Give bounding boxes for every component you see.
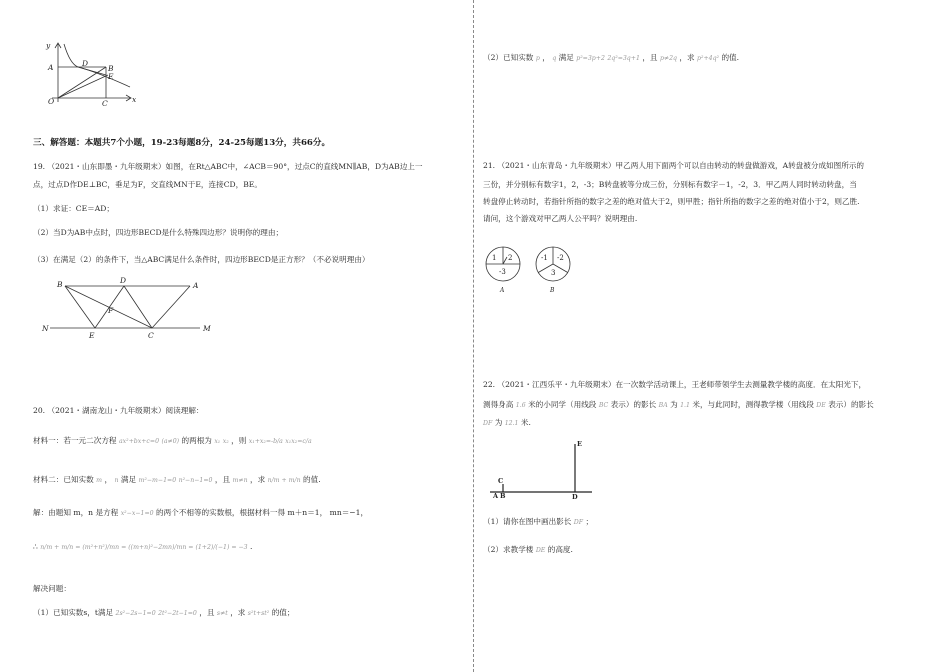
formula: p²+4q²	[697, 55, 720, 62]
label-c: C	[148, 331, 154, 340]
label-y: y	[46, 41, 51, 50]
spinner-b-value: 3	[551, 269, 556, 277]
label-b: B	[108, 64, 114, 73]
formula: DE	[535, 547, 546, 554]
q19-part3: （3）在满足（2）的条件下，当△ABC满足什么条件时，四边形BECD是正方形？（不必说明理由）	[33, 255, 370, 264]
label-n: N	[42, 324, 49, 333]
spinner-a-value: 1	[492, 254, 497, 262]
label-a: A	[193, 281, 199, 290]
formula: ax²+bx+c=0	[118, 438, 160, 445]
q20-title: 20. （2021・湖南龙山・九年级期末）阅读理解：	[33, 406, 204, 415]
formula: m≠n	[232, 477, 248, 484]
formula: x²−x−1=0	[120, 510, 154, 517]
formula: q	[552, 55, 557, 62]
spinner-figure	[483, 240, 573, 298]
formula: m	[96, 477, 103, 484]
label-c: C	[102, 99, 108, 108]
curve	[64, 44, 130, 87]
formula: s²t+st²	[247, 610, 270, 617]
q20-solve-heading: 解决问题：	[33, 584, 71, 593]
formula: (a≠0)	[161, 438, 180, 445]
q19-part2: （2）当D为AB中点时，四边形BECD是什么特殊四边形？说明你的理由；	[33, 228, 284, 237]
segment-oe	[58, 75, 108, 98]
formula: n/m + m/n = (m²+n²)/mn = ((m+n)²−2mn)/mn = (1+2)/(−1) = −3	[40, 544, 248, 551]
segment-dc	[124, 286, 152, 328]
q22-line2: 测得身高 1.6 米的小同学（用线段 BC 表示）的影长 BA 为 1.1 米，与此同时，测得教学楼（用线段 DE 表示）的影长	[483, 400, 874, 409]
formula: BA	[658, 402, 668, 409]
formula: 2t²−2t−1=0	[158, 610, 197, 617]
spinner-a-value: -3	[499, 268, 506, 276]
formula: n/m + m/n	[267, 477, 301, 484]
formula: DF	[573, 519, 584, 526]
formula: s≠t	[216, 610, 228, 617]
q22-figure	[488, 440, 598, 505]
q22-part1: （1）请你在图中画出影长 DF ；	[483, 517, 594, 526]
label-c: C	[498, 477, 504, 485]
label-a: A	[493, 492, 499, 500]
formula: p²=3p+2	[576, 55, 605, 62]
q20-material1: 材料一：若一元二次方程 ax²+bx+c=0 (a≠0) 的两根为 x₁ x₂ ，则 x₁+x₂=-b/a x₁x₂=c/a	[33, 436, 312, 445]
q21-line2: 三份，并分别标有数字1，2，-3；B转盘被等分成三份，分别标有数字－1，-2，3．甲乙两人同时转动转盘，当	[483, 180, 857, 189]
label-d: D	[82, 59, 89, 68]
segment-ac	[152, 286, 190, 328]
label-e: E	[577, 440, 582, 448]
formula: 2s²−2s−1=0	[115, 610, 156, 617]
q21-line3: 转盘停止转动时，若指针所指的数字之差的绝对值大于2，则甲胜；指针所指的数字之差的绝对值小于2，则乙胜.	[483, 197, 860, 206]
q21-line1: 21. （2021・山东青岛・九年级期末）甲乙两人用下面两个可以自由转动的转盘做游戏，A转盘被分成如图所示的	[483, 161, 865, 170]
q19-figure	[40, 278, 240, 348]
label-o: O	[48, 97, 55, 106]
segment-ob	[58, 67, 106, 98]
label-m: M	[203, 324, 211, 333]
label-e: E	[108, 72, 114, 81]
label-a: A	[48, 63, 54, 72]
q19-line1: 19. （2021・山东即墨・九年级期末）如图，在Rt△ABC中，∠ACB＝90°，过点C的直线MN∥AB，D为AB边上一	[33, 162, 423, 171]
formula: 12.1	[504, 420, 519, 427]
q22-part2: （2）求教学楼 DE 的高度.	[483, 545, 573, 554]
column-divider	[473, 0, 475, 672]
formula: x₁	[214, 438, 221, 445]
q19-line2: 点，过点D作DE⊥BC，垂足为F，交直线MN于E，连接CD，BE。	[33, 180, 262, 189]
spinner-b-label: B	[550, 287, 555, 294]
formula: n	[114, 477, 119, 484]
formula: p≠2q	[659, 55, 677, 62]
formula: m²−m−1=0	[138, 477, 177, 484]
spinner-b-value: -1	[541, 254, 548, 262]
q20-solution-line1: 解：由题知 m，n 是方程 x²−x−1=0 的两个不相等的实数根，根据材料一得 m＋n＝1， mn＝−1，	[33, 508, 369, 517]
formula: x₁x₂=c/a	[285, 438, 312, 445]
formula: n²−n−1=0	[178, 477, 213, 484]
q20-material2: 材料二：已知实数 m ， n 满足 m²−m−1=0 n²−n−1=0 ，且 m≠n ，求 n/m + m/n 的值.	[33, 475, 321, 484]
formula: 1.6	[515, 402, 526, 409]
coordinate-figure	[42, 38, 142, 108]
spinner-a-value: 2	[508, 254, 513, 262]
segment-de	[78, 67, 106, 75]
label-b: B	[500, 492, 506, 500]
label-b: B	[57, 280, 63, 289]
label-e: E	[89, 331, 95, 340]
q21-line4: 请问，这个游戏对甲乙两人公平吗？说明理由.	[483, 214, 638, 223]
q20-solution-line2: ∴ n/m + m/n = (m²+n²)/mn = ((m+n)²−2mn)/mn = (1+2)/(−1) = −3 .	[33, 542, 253, 551]
formula: BC	[598, 402, 609, 409]
segment-be	[65, 286, 95, 328]
label-d: D	[120, 276, 127, 285]
spinner-a-label: A	[500, 287, 505, 294]
formula: 2q²=3q+1	[607, 55, 640, 62]
q22-line1: 22. （2021・江西乐平・九年级期末）在一次数学活动课上，王老师带领学生去测量教学楼的高度．在太阳光下，	[483, 380, 867, 389]
formula: 1.1	[680, 402, 690, 409]
q20-part2: （2）已知实数 p ， q 满足 p²=3p+2 2q²=3q+1 ，且 p≠2q ，求 p²+4q² 的值.	[483, 53, 740, 62]
spinner-b-value: -2	[557, 254, 564, 262]
formula: x₂	[222, 438, 229, 445]
section-heading: 三、解答题：本题共7个小题，19-23每题8分，24-25每题13分，共66分。	[33, 138, 331, 148]
formula: x₁+x₂=-b/a	[248, 438, 283, 445]
label-d: D	[572, 493, 578, 501]
formula: DF	[483, 420, 493, 427]
q20-part1: （1）已知实数s，t满足 2s²−2s−1=0 2t²−2t−1=0 ，且 s≠t ，求 s²t+st² 的值；	[33, 608, 295, 617]
q22-line3: DF 为 12.1 米.	[483, 418, 531, 427]
formula: DE	[816, 402, 826, 409]
label-f: F	[108, 306, 114, 315]
q19-part1: （1）求证：CE＝AD；	[33, 204, 114, 213]
label-x: x	[132, 95, 137, 104]
formula: p	[535, 55, 540, 62]
